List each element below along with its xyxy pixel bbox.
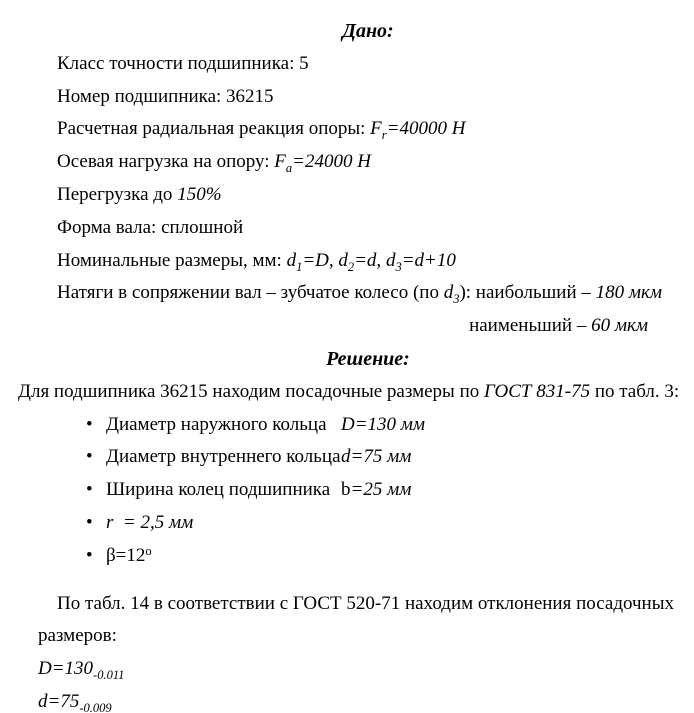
solution-intro-pre: Для подшипника 36215 находим посадочные размеры по: [18, 380, 484, 402]
solution-intro-post: по табл. 3:: [590, 380, 680, 402]
overload-value: 150%: [177, 183, 222, 205]
interference-d3-symbol: d: [443, 282, 454, 304]
deviation-D-tolerance: -0.011: [93, 668, 125, 683]
interference-max-label: ): наибольший –: [459, 282, 596, 304]
solution-heading: Решение:: [326, 347, 410, 370]
bullet-icon: •: [86, 511, 93, 533]
ring-width-value: =25 мм: [350, 479, 412, 501]
ring-width-label: Ширина колец подшипника: [106, 479, 331, 501]
nominal-d3-symbol: d: [385, 249, 396, 271]
axial-load-label: Осевая нагрузка на опору:: [57, 151, 275, 173]
axial-force-value: =24000 Н: [292, 151, 371, 173]
given-axial-load: [0, 146, 694, 179]
contact-angle-degree-mark: о: [145, 543, 152, 558]
fillet-radius-value: r = 2,5 мм: [106, 511, 194, 533]
interference-max-value: 180 мкм: [595, 282, 662, 304]
deviation-d-tolerance: -0.009: [79, 700, 112, 713]
given-precision-class: Класс точности подшипника: 5: [57, 52, 309, 74]
nominal-d1-symbol: d: [286, 249, 297, 271]
inner-diameter-value: d=75 мм: [341, 446, 412, 468]
bullet-icon: •: [86, 544, 93, 566]
solution-intro: [0, 376, 694, 409]
radial-force-value: =40000 Н: [386, 118, 466, 140]
bullet-icon: •: [86, 446, 93, 468]
axial-force-symbol: F: [274, 151, 286, 173]
radial-force-subscript: r: [381, 128, 387, 143]
given-shaft-form: Форма вала: сплошной: [57, 216, 244, 238]
deviation-D-main: D=130: [38, 658, 94, 680]
interference-min-value: 60 мкм: [591, 315, 648, 337]
nominal-sizes-label: Номинальные размеры, мм:: [57, 249, 287, 271]
deviation-d-main: d=75: [38, 690, 80, 712]
nominal-d2-symbol: d: [338, 249, 348, 271]
bullet-ring-width: [0, 474, 694, 507]
bullet-fillet-radius: [0, 507, 694, 540]
nominal-d2-equation: =d,: [354, 249, 386, 271]
given-heading: Дано:: [342, 20, 394, 42]
deviation-inner-diameter: [0, 686, 694, 713]
given-radial-reaction: [0, 113, 694, 146]
bullet-inner-diameter: [0, 441, 694, 474]
interference-min-label: наименьший –: [469, 315, 592, 337]
nominal-d2-subscript: 2: [347, 259, 355, 274]
deviations-paragraph-line1: По табл. 14 в соответствии с ГОСТ 520-71 находим отклонения посадочных: [57, 592, 674, 614]
outer-diameter-value: D=130 мм: [341, 413, 426, 435]
bullet-outer-diameter: [0, 409, 694, 442]
interference-d3-subscript: 3: [453, 292, 460, 307]
deviation-outer-diameter: [0, 653, 694, 686]
solution-intro-gost: ГОСТ 831-75: [483, 380, 591, 402]
given-interference-max: [0, 277, 694, 310]
interference-label: Натяги в сопряжении вал – зубчатое колесо (по: [57, 282, 444, 304]
deviations-paragraph-line2: размеров:: [38, 625, 117, 647]
nominal-d1-equation: =D,: [302, 249, 339, 271]
ring-width-symbol: b: [341, 479, 351, 501]
contact-angle-value: β=12: [106, 544, 146, 566]
given-interference-min: [0, 310, 694, 343]
axial-force-subscript: a: [285, 161, 293, 176]
overload-label: Перегрузка до: [57, 183, 178, 205]
nominal-d1-subscript: 1: [296, 259, 303, 274]
nominal-d3-subscript: 3: [395, 259, 402, 274]
inner-diameter-label: Диаметр внутреннего кольца: [106, 446, 341, 468]
bullet-icon: •: [86, 413, 93, 435]
radial-reaction-label: Расчетная радиальная реакция опоры:: [57, 118, 371, 140]
outer-diameter-label: Диаметр наружного кольца: [106, 413, 327, 435]
nominal-d3-equation: =d+10: [401, 249, 456, 271]
given-nominal-sizes: [0, 245, 694, 278]
radial-force-symbol: F: [370, 118, 382, 140]
bullet-contact-angle: [0, 540, 694, 573]
bullet-icon: •: [86, 479, 93, 501]
given-overload: [0, 179, 694, 212]
given-bearing-number: Номер подшипника: 36215: [57, 85, 274, 107]
